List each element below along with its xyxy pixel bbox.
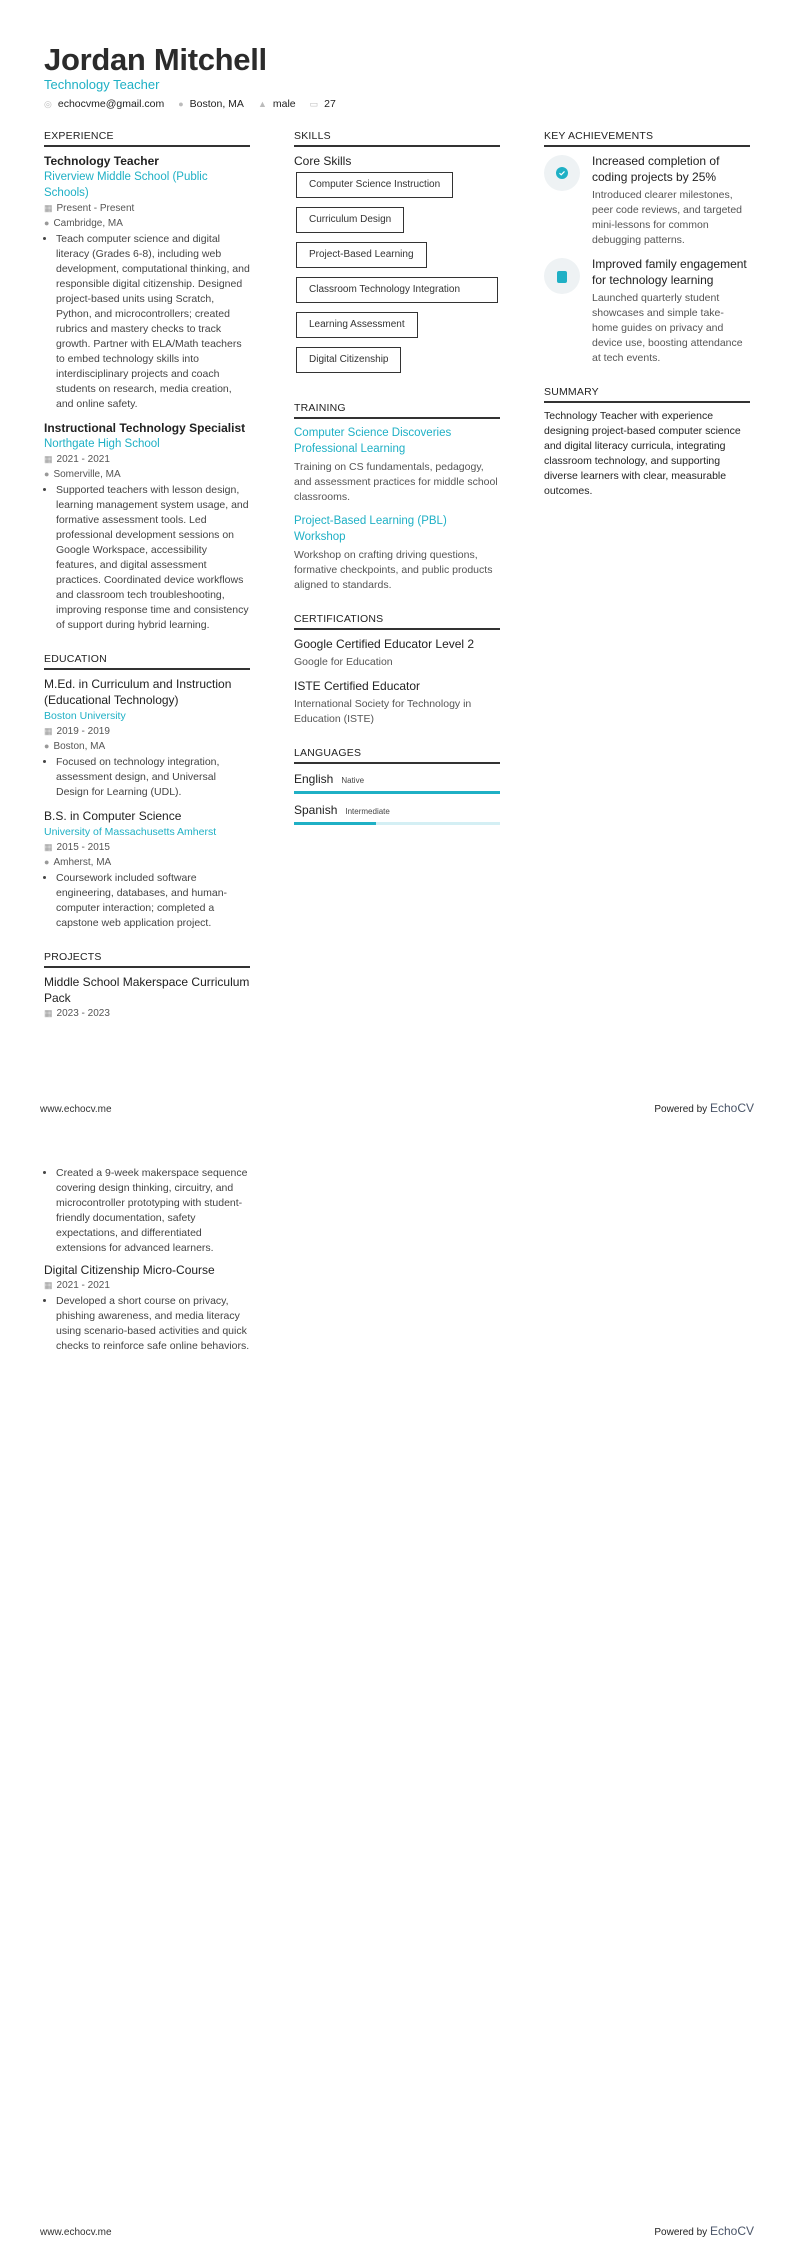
dates: 2021 - 2021 — [56, 454, 110, 465]
calendar-icon: ▦ — [44, 1008, 53, 1018]
clipboard-icon — [544, 258, 580, 294]
calendar-icon: ▭ — [309, 99, 319, 109]
language-name: English — [294, 772, 334, 786]
training-desc: Workshop on crafting driving questions, formative checkpoints, and public products aligned to standards. — [294, 549, 493, 591]
school: Boston University — [44, 710, 126, 722]
dates: 2021 - 2021 — [56, 1280, 110, 1291]
powered-by-label: Powered by — [654, 2227, 708, 2238]
section-heading: EXPERIENCE — [44, 130, 250, 147]
resume-page-2 — [0, 1123, 794, 2246]
degree: B.S. in Computer Science — [44, 809, 182, 823]
section-heading: CERTIFICATIONS — [294, 613, 500, 630]
project-title: Middle School Makerspace Curriculum Pack — [44, 975, 250, 1005]
summary-section — [544, 386, 750, 499]
section-heading: LANGUAGES — [294, 747, 500, 764]
language-level: Native — [341, 776, 365, 785]
footer-site-link[interactable]: www.echocv.me — [40, 1104, 112, 1115]
candidate-name: Jordan Mitchell — [44, 42, 267, 77]
contact-row — [44, 98, 336, 110]
experience-section — [44, 130, 250, 633]
gender: male — [272, 98, 296, 110]
training-section — [294, 402, 500, 593]
calendar-icon: ▦ — [44, 842, 53, 852]
calendar-icon: ▦ — [44, 726, 53, 736]
calendar-icon: ▦ — [44, 203, 53, 213]
dates: 2019 - 2019 — [56, 726, 110, 737]
powered-by-label: Powered by — [654, 1104, 708, 1115]
summary-text: Technology Teacher with experience designing project-based computer science and digital literacy curricula, integrating classroom technology, and supporting diverse learners with clear, measurable outcomes. — [544, 410, 741, 497]
bullet: • Teach computer science and digital literacy (Grades 6-8), including web development, computational thinking, and responsible digital citizenship. Designed project-based units using Scratch, Python, and microcontrollers; created rubrics and mastery checks to track growth. Partner with ELA/Math teachers to embed technology skills into interdisciplinary projects and coach students on research, media creation, and online safety. — [56, 232, 250, 412]
section-heading: SUMMARY — [544, 386, 750, 403]
location: Cambridge, MA — [53, 218, 123, 229]
left-column-continued — [44, 1165, 250, 1354]
location-pin-icon: ● — [44, 741, 50, 751]
skill-chip: Classroom Technology Integration — [296, 277, 498, 303]
education-entry — [44, 676, 250, 800]
left-column — [44, 130, 250, 1041]
job-title: Instructional Technology Specialist — [44, 421, 246, 435]
location-pin-icon: ● — [44, 857, 50, 867]
skill-chip: Computer Science Instruction — [296, 172, 453, 198]
skill-chip: Digital Citizenship — [296, 347, 401, 373]
certifications-section — [294, 613, 500, 727]
person-icon: ▲ — [257, 99, 267, 109]
skill-chip: Learning Assessment — [296, 312, 418, 338]
age: 27 — [324, 98, 336, 110]
check-circle-icon — [544, 155, 580, 191]
location: Boston, MA — [189, 98, 244, 110]
training-title: Computer Science Discoveries Professional Learning — [294, 427, 452, 455]
degree: M.Ed. in Curriculum and Instruction (Educational Technology) — [44, 677, 232, 707]
dates: Present - Present — [56, 203, 135, 214]
section-heading: TRAINING — [294, 402, 500, 419]
dates: 2015 - 2015 — [56, 842, 110, 853]
candidate-title: Technology Teacher — [44, 77, 160, 92]
language-name: Spanish — [294, 803, 338, 817]
training-desc: Training on CS fundamentals, pedagogy, and assessment practices for middle school classrooms. — [294, 461, 498, 503]
job-title: Technology Teacher — [44, 154, 159, 168]
footer-powered-by — [654, 1101, 754, 1115]
cert-issuer: International Society for Technology in Education (ISTE) — [294, 698, 472, 725]
language-bar-fill — [294, 822, 376, 825]
projects-section — [44, 951, 250, 1021]
footer-powered-by — [654, 2224, 754, 2238]
cert-name: ISTE Certified Educator — [294, 679, 421, 693]
location-pin-icon: ● — [44, 469, 50, 479]
achievement — [544, 256, 750, 366]
calendar-icon: ▦ — [44, 454, 53, 464]
section-heading: PROJECTS — [44, 951, 250, 968]
language-bar-fill — [294, 791, 500, 794]
echocv-logo: EchoCV — [709, 2224, 754, 2238]
languages-section — [294, 747, 500, 825]
achievement — [544, 153, 750, 248]
section-heading: KEY ACHIEVEMENTS — [544, 130, 750, 147]
language-level: Intermediate — [345, 807, 390, 816]
bullet: • Developed a short course on privacy, phishing awareness, and media literacy using scenario-based activities and quick checks to reinforce safe online behaviors. — [56, 1294, 250, 1354]
middle-column — [294, 130, 500, 845]
dates: 2023 - 2023 — [56, 1008, 110, 1019]
skill-chip: Project-Based Learning — [296, 242, 427, 268]
employer: Northgate High School — [44, 438, 160, 450]
achievement-desc: Introduced clearer milestones, peer code reviews, and targeted mini-lessons for common debugging patterns. — [592, 189, 743, 246]
email[interactable]: echocvme@gmail.com — [57, 98, 165, 110]
section-heading: EDUCATION — [44, 653, 250, 670]
experience-entry — [44, 420, 250, 633]
project-title: Digital Citizenship Micro-Course — [44, 1263, 215, 1277]
education-entry — [44, 808, 250, 931]
right-column — [544, 130, 750, 519]
bullet: • Supported teachers with lesson design, learning management system usage, and formative assessment tools. Led professional development sessions on Google Workspace, accessibility features, and digital assessment practices. Coordinated device workflows and classroom tech troubleshooting, improving response time and consistency of support during hybrid learning. — [56, 483, 250, 633]
bullet: • Focused on technology integration, assessment design, and Universal Design for Learning (UDL). — [56, 755, 250, 800]
location-pin-icon: ● — [44, 218, 50, 228]
school: University of Massachusetts Amherst — [44, 826, 217, 838]
achievement-title: Improved family engagement for technology learning — [592, 257, 747, 287]
bullet: • Created a 9-week makerspace sequence covering design thinking, circuitry, and microcontroller prototyping with student-friendly documentation, safety expectations, and differentiated extensions for advanced learners. — [56, 1166, 250, 1256]
employer: Riverview Middle School (Public Schools) — [44, 171, 208, 199]
training-title: Project-Based Learning (PBL) Workshop — [294, 515, 447, 543]
experience-entry — [44, 153, 250, 412]
education-section — [44, 653, 250, 931]
echocv-logo: EchoCV — [709, 1101, 754, 1115]
at-icon: ◎ — [44, 99, 52, 109]
calendar-icon: ▦ — [44, 1280, 53, 1290]
skill-group: Core Skills — [294, 154, 352, 168]
cert-issuer: Google for Education — [294, 656, 393, 668]
location: Somerville, MA — [53, 469, 121, 480]
language-bar — [294, 791, 500, 794]
bullet: • Coursework included software engineering, databases, and human-computer interaction; completed a capstone web application project. — [56, 871, 250, 931]
section-heading: SKILLS — [294, 130, 500, 147]
location: Boston, MA — [53, 741, 106, 752]
achievement-title: Increased completion of coding projects by 25% — [592, 154, 720, 184]
achievements-section — [544, 130, 750, 366]
location-pin-icon: ● — [178, 99, 184, 109]
location: Amherst, MA — [53, 857, 112, 868]
cert-name: Google Certified Educator Level 2 — [294, 637, 475, 651]
language-bar — [294, 822, 500, 825]
footer-site-link[interactable]: www.echocv.me — [40, 2227, 112, 2238]
skills-section — [294, 130, 500, 382]
achievement-desc: Launched quarterly student showcases and simple take-home guides on privacy and device use, boosting attendance at tech events. — [592, 292, 743, 364]
skill-chip: Curriculum Design — [296, 207, 404, 233]
